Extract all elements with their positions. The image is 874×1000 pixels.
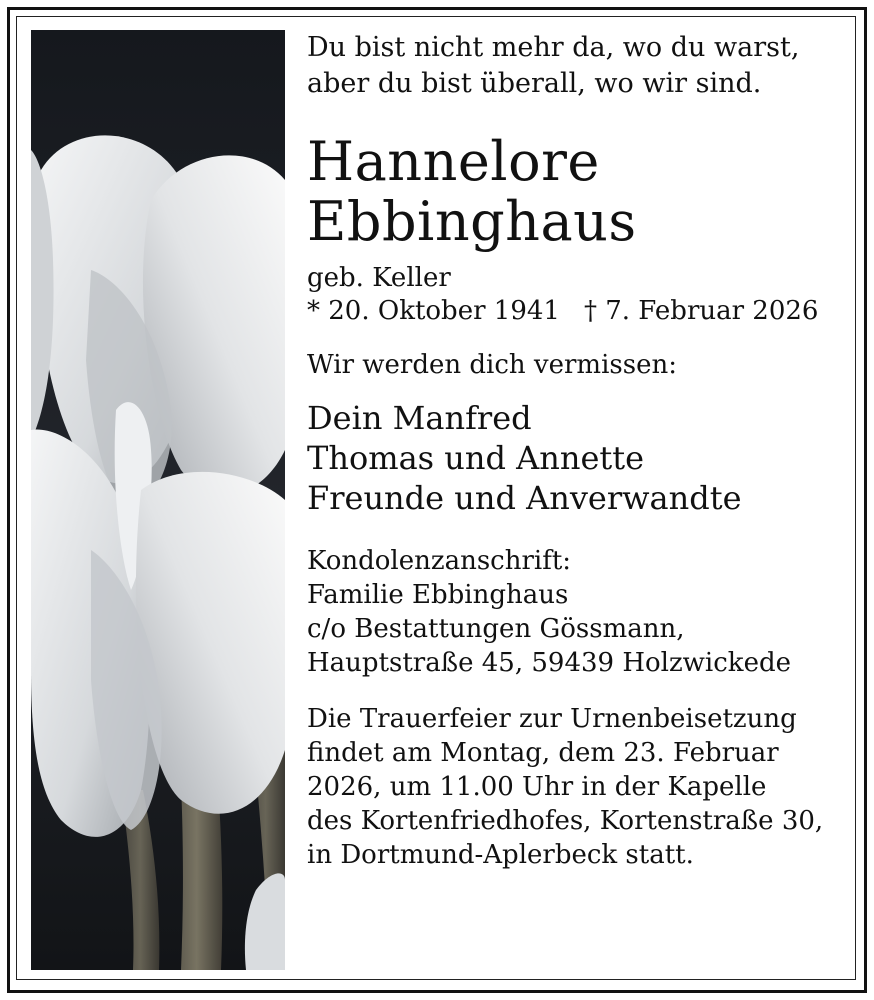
service-line: 2026, um 11.00 Uhr in der Kapelle (307, 772, 767, 802)
first-name: Hannelore (307, 130, 600, 193)
family-mourners (307, 398, 847, 518)
life-dates (307, 294, 847, 328)
last-name: Ebbinghaus (307, 190, 637, 253)
birth-name: geb. Keller (307, 263, 451, 293)
miss-line: Wir werden dich vermissen: (307, 350, 677, 380)
mourner-line: Thomas und Annette (307, 439, 645, 477)
condolence-line: Kondolenzanschrift: (307, 546, 572, 576)
service-line: des Kortenfriedhofes, Kortenstraße 30, (307, 806, 824, 836)
cyclamen-flower-photo (31, 30, 285, 970)
condolence-line: c/o Bestattungen Gössmann, (307, 614, 685, 644)
death-date: † 7. Februar 2026 (583, 296, 819, 326)
deceased-name (307, 132, 847, 252)
service-line: in Dortmund-Aplerbeck statt. (307, 840, 694, 870)
birth-date: * 20. Oktober 1941 (307, 296, 560, 326)
mourner-line: Freunde und Anverwandte (307, 479, 742, 517)
motto (307, 30, 847, 102)
condolence-line: Hauptstraße 45, 59439 Holzwickede (307, 648, 791, 678)
service-line: Die Trauerfeier zur Urnenbeisetzung (307, 704, 797, 734)
obituary-text (307, 30, 847, 872)
motto-line: aber du bist überall, wo wir sind. (307, 68, 762, 99)
motto-line: Du bist nicht mehr da, wo du warst, (307, 32, 800, 63)
condolence-line: Familie Ebbinghaus (307, 580, 569, 610)
service-line: findet am Montag, dem 23. Februar (307, 738, 779, 768)
mourner-line: Dein Manfred (307, 399, 532, 437)
condolence-address (307, 544, 847, 680)
funeral-service-info (307, 702, 847, 872)
